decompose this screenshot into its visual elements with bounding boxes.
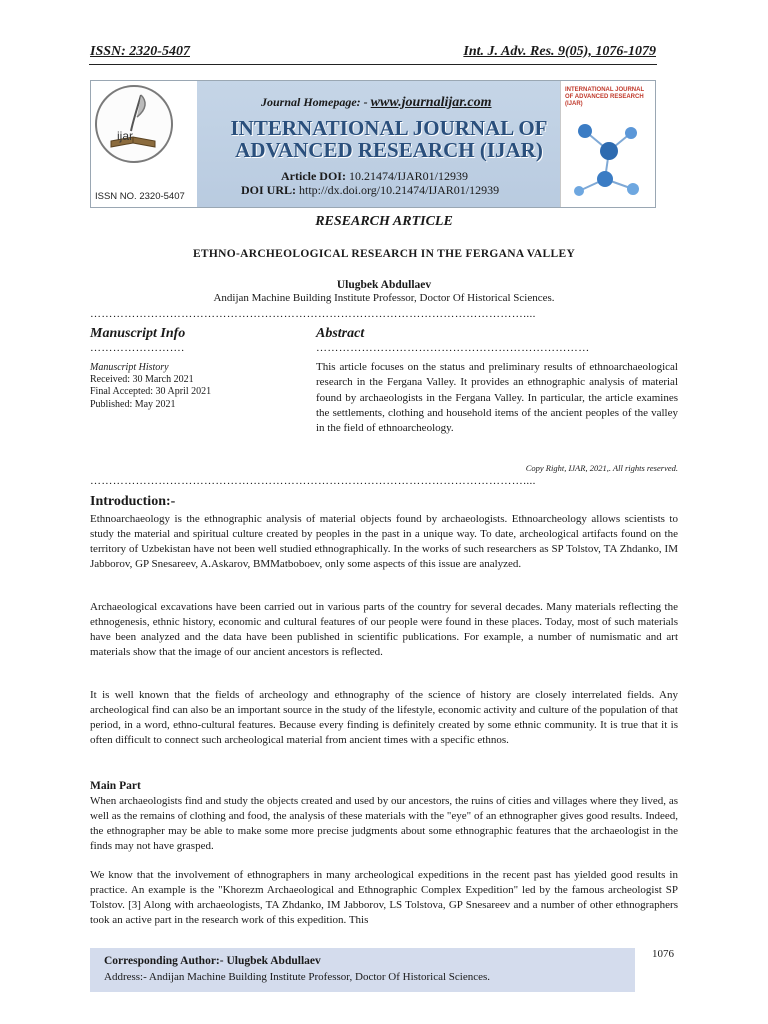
accepted-date: Final Accepted: 30 April 2021 xyxy=(90,386,212,398)
main-part-heading: Main Part xyxy=(90,780,141,792)
separator-dots: …………………………………………………………………………………………………….... xyxy=(90,475,536,487)
separator-dots-short: ……………………. xyxy=(90,342,185,354)
logo-text: ijar xyxy=(117,129,134,143)
journal-cover-image xyxy=(560,81,655,207)
copyright-notice: Copy Right, IJAR, 2021,. All rights reserved. xyxy=(525,463,678,473)
manuscript-info-heading: Manuscript Info xyxy=(90,326,186,341)
abstract-text: This article focuses on the status and preliminary results of ethnoarchaeological research in the Fergana Valley. It provides an ethnographic analysis of material found by archaeologists in the Fergana Valley. In particular, the article examines the settlements, clothing and household items of the ancient peoples of the valley in the field of ethnoarcheology. xyxy=(316,361,678,435)
doi-label: Article DOI: xyxy=(281,169,346,183)
author-address: Address:- Andijan Machine Building Institute Professor, Doctor Of Historical Sciences. xyxy=(104,971,491,983)
article-type: RESEARCH ARTICLE xyxy=(315,214,453,229)
doi-url-label: DOI URL: xyxy=(241,183,297,197)
separator-dots: …………………………………………………………………………………………………….... xyxy=(90,308,536,320)
paragraph: We know that the involvement of ethnographers in many archeological expeditions in the recent past has yielded good results in practice. An example is the "Khorezm Archaeological and Ethnographic Complex Expedition" led by the famous archeologist SP Tolstov. [3] Along with archaeologists, TA Zhdanko, IM Jabborov, LS Tolstova, GP Snesareev and a number of other ethnographers took an active part in the research work of this expedition. This xyxy=(90,869,678,927)
homepage-link[interactable]: www.journalijar.com xyxy=(370,95,492,110)
ijar-logo xyxy=(95,85,173,163)
published-date: Published: May 2021 xyxy=(90,398,176,410)
issn-label: ISSN NO. 2320-5407 xyxy=(95,191,185,202)
paragraph: When archaeologists find and study the objects created and used by our ancestors, the ruins of cities and villages where they lived, as well as the remains of clothing and food, the analysis of these materials with the "eye" of an ethnographer gives good results. Indeed, the ethnographer may be able to make some more precise judgments about some ethnographic features that the archaeologist in the finds may not have grasped. xyxy=(90,795,678,853)
paragraph: It is well known that the fields of archeology and ethnography of the science of history are closely interrelated fields. Any archeological find can also be an important source in the study of the lifestyle, economic activity and culture of the population of that period, in a word, ethno-cultural features. Because every finding is definitely created by some ethnic community. It is true that it is often difficult to connect such archeological material from ancient times with a specific ethnos. xyxy=(90,689,678,747)
page-number: 1076 xyxy=(652,948,674,960)
abstract-heading: Abstract xyxy=(316,326,365,341)
author-affiliation: Andijan Machine Building Institute Professor, Doctor Of Historical Sciences. xyxy=(213,292,555,304)
issn-header: ISSN: 2320-5407 xyxy=(90,44,190,59)
journal-banner xyxy=(90,80,656,208)
introduction-heading: Introduction:- xyxy=(90,494,176,509)
corresponding-author: Corresponding Author:- Ulugbek Abdullaev xyxy=(104,955,321,967)
history-label: Manuscript History xyxy=(90,362,169,373)
doi-url-link[interactable]: http://dx.doi.org/10.21474/IJAR01/12939 xyxy=(299,183,500,197)
homepage-label: Journal Homepage: - xyxy=(261,95,368,109)
doi-value: 10.21474/IJAR01/12939 xyxy=(348,169,468,183)
author-name: Ulugbek Abdullaev xyxy=(336,279,432,291)
paragraph: Archaeological excavations have been carried out in various parts of the country for several decades. Many materials reflecting the ethnogenesis, ethnic history, economic and cultural features of our people were found in these places. Today, most of such materials have been analyzed and the data have been published in scientific publications. For example, a number of numismatic and art materials show that the image of our ancient ancestors is reflected. xyxy=(90,601,678,659)
corresponding-author-box xyxy=(90,948,635,992)
quill-book-icon xyxy=(97,87,171,161)
molecule-icon xyxy=(565,111,651,203)
received-date: Received: 30 March 2021 xyxy=(90,374,194,386)
paper-title: ETHNO-ARCHEOLOGICAL RESEARCH IN THE FERGANA VALLEY xyxy=(192,248,576,260)
cover-title: INTERNATIONAL JOURNAL OF ADVANCED RESEARCH (IJAR) xyxy=(565,87,645,107)
paragraph: Ethnoarchaeology is the ethnographic analysis of material objects found by archaeologists. Ethnoarcheology allows scientists to study the material and spiritual culture created by peoples in the past in a unique way. To date, archeological artifacts found on the territory of Uzbekistan have not been well studied ethnographically. In the works of such researchers as SP Tolstov, TA Zhdanko, IM Jabborov, GP Snesareev, A.Askarov, BMMatboboev, only some aspects of this issue are analyzed. xyxy=(90,513,678,571)
journal-homepage xyxy=(261,95,492,111)
separator-dots-medium: ……………………………………………………………… xyxy=(316,342,590,354)
logo-panel xyxy=(91,81,197,207)
citation-header: Int. J. Adv. Res. 9(05), 1076-1079 xyxy=(463,44,656,59)
doi-block xyxy=(241,169,499,197)
manuscript-history xyxy=(90,362,211,411)
journal-title: INTERNATIONAL JOURNAL OF ADVANCED RESEARCH (IJAR) xyxy=(230,116,548,162)
header-rule xyxy=(89,64,657,65)
